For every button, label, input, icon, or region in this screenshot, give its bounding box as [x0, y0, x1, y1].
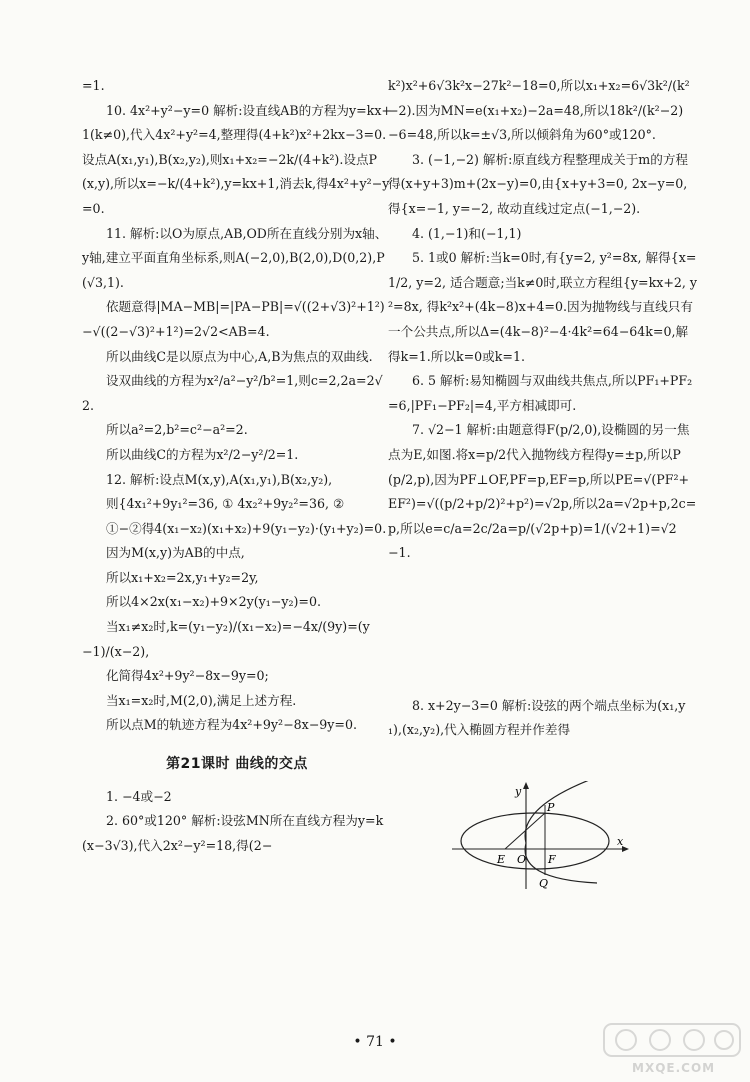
y-axis-arrow-icon [523, 782, 529, 789]
paragraph: =1. [82, 78, 105, 93]
paragraph: 11. 解析:以O为原点,AB,OD所在直线分别为x轴、y轴,建立平面直角坐标系,则A(−2,0),B(2,0),D(0,2),P(√3,1). [82, 225, 388, 290]
paragraph: 12. 解析:设点M(x,y),A(x₁,y₁),B(x₂,y₂), [105, 471, 333, 487]
watermark-logo [602, 1022, 742, 1077]
paragraph: 10. 4x²+y²−y=0 解析:设直线AB的方程为y=kx+1(k≠0),代入4x²+y²=4,整理得(4+k²)x²+2kx−3=0.设点A(x₁,y₁),B(x₂,y₂),则x₁+x₂=−2k/(4+k²).设点P(x,y),所以x=−k/(4+k²),y=kx+1,消去k,得4x²+y²−y=0. [82, 102, 392, 216]
paragraph: 所以点M的轨迹方程为4x²+9y²−8x−9y=0. [105, 717, 357, 733]
paragraph: 化简得4x²+9y²−8x−9y=0; [105, 668, 269, 684]
paragraph: 所以曲线C是以原点为中心,A,B为焦点的双曲线. [105, 348, 373, 364]
paragraph: 因为M(x,y)为AB的中点, [105, 545, 245, 561]
ellipse-parabola-figure [447, 781, 632, 891]
label-E: E [497, 853, 506, 866]
paragraph: 所以曲线C的方程为x²/2−y²/2=1. [105, 446, 299, 462]
watermark-text: MXQE.COM [632, 1061, 716, 1075]
label-O: O [517, 853, 527, 866]
page-number: • 71 • [353, 1034, 397, 1050]
paragraph: 6. 5 解析:易知椭圆与双曲线共焦点,所以PF₁+PF₂=6,|PF₁−PF₂|=4,平方相减即可. [388, 373, 693, 413]
paragraph: 当x₁=x₂时,M(2,0),满足上述方程. [105, 692, 297, 708]
label-Q: Q [539, 877, 549, 890]
paragraph: 设双曲线的方程为x²/a²−y²/b²=1,则c=2,2a=2√2. [82, 373, 383, 413]
paragraph: 2. 60°或120° 解析:设弦MN所在直线方程为y=k(x−3√3),代入2x²−y²=18,得(2− [82, 813, 384, 853]
paragraph: ①−②得4(x₁−x₂)(x₁+x₂)+9(y₁−y₂)·(y₁+y₂)=0. [105, 520, 387, 536]
paragraph: 8. x+2y−3=0 解析:设弦的两个端点坐标为(x₁,y₁),(x₂,y₂),代入椭圆方程并作差得 [388, 697, 686, 738]
paragraph: 所以a²=2,b²=c²−a²=2. [105, 422, 248, 438]
left-column [82, 74, 392, 858]
label-P: P [547, 801, 555, 814]
segment-PE [505, 813, 545, 849]
paragraph: k²)x²+6√3k²x−27k²−18=0,所以x₁+x₂=6√3k²/(k²−2).因为MN=e(x₁+x₂)−2a=48,所以18k²/(k²−2)−6=48,所以k=±√3,所以倾斜角为60°或120°. [388, 78, 690, 143]
figure-spacer [388, 566, 698, 694]
paragraph: 7. √2−1 解析:由题意得F(p/2,0),设椭圆的另一焦点为E,如图.将x=p/2代入抛物线方程得y=±p,所以P(p/2,p),因为PF⊥OF,PF=p,EF=p,所以PE=√(PF²+EF²)=√((p/2+p/2)²+p²)=√2p,所以2a=√2p+p,2c=p,所以e=c/a=2c/2a=p/(√2p+p)=1/(√2+1)=√2−1. [388, 422, 697, 561]
paragraph: 依题意得|MA−MB|=|PA−PB|=√((2+√3)²+1²)−√((2−√3)²+1²)=2√2<AB=4. [82, 299, 385, 339]
paragraph: 4. (1,−1)和(−1,1) [411, 225, 522, 241]
paragraph: 1. −4或−2 [105, 788, 172, 804]
paragraph: 则{4x₁²+9y₁²=36, ① 4x₂²+9y₂²=36, ② [105, 496, 345, 512]
paragraph: 当x₁≠x₂时,k=(y₁−y₂)/(x₁−x₂)=−4x/(9y)=(y−1)/(x−2), [82, 619, 370, 659]
label-x: x [617, 835, 624, 848]
paragraph: 所以x₁+x₂=2x,y₁+y₂=2y, [105, 569, 259, 585]
label-y: y [515, 785, 522, 798]
section-title: 第21课时 曲线的交点 [166, 756, 308, 773]
paragraph: 所以4×2x(x₁−x₂)+9×2y(y₁−y₂)=0. [105, 594, 322, 610]
paragraph: 3. (−1,−2) 解析:原直线方程整理成关于m的方程得(x+y+3)m+(2x−y)=0,由{x+y+3=0, 2x−y=0, 得{x=−1, y=−2, 故动直线过定点(−1,−2). [388, 151, 689, 216]
right-column [388, 74, 698, 743]
label-F: F [548, 853, 556, 866]
paragraph: 5. 1或0 解析:当k=0时,有{y=2, y²=8x, 解得{x=1/2, y=2, 适合题意;当k≠0时,联立方程组{y=kx+2, y²=8x, 得k²x²+(4k−8)x+4=0.因为抛物线与直线只有一个公共点,所以Δ=(4k−8)²−4·4k²=64−64k=0,解得k=1.所以k=0或k=1. [388, 250, 698, 364]
